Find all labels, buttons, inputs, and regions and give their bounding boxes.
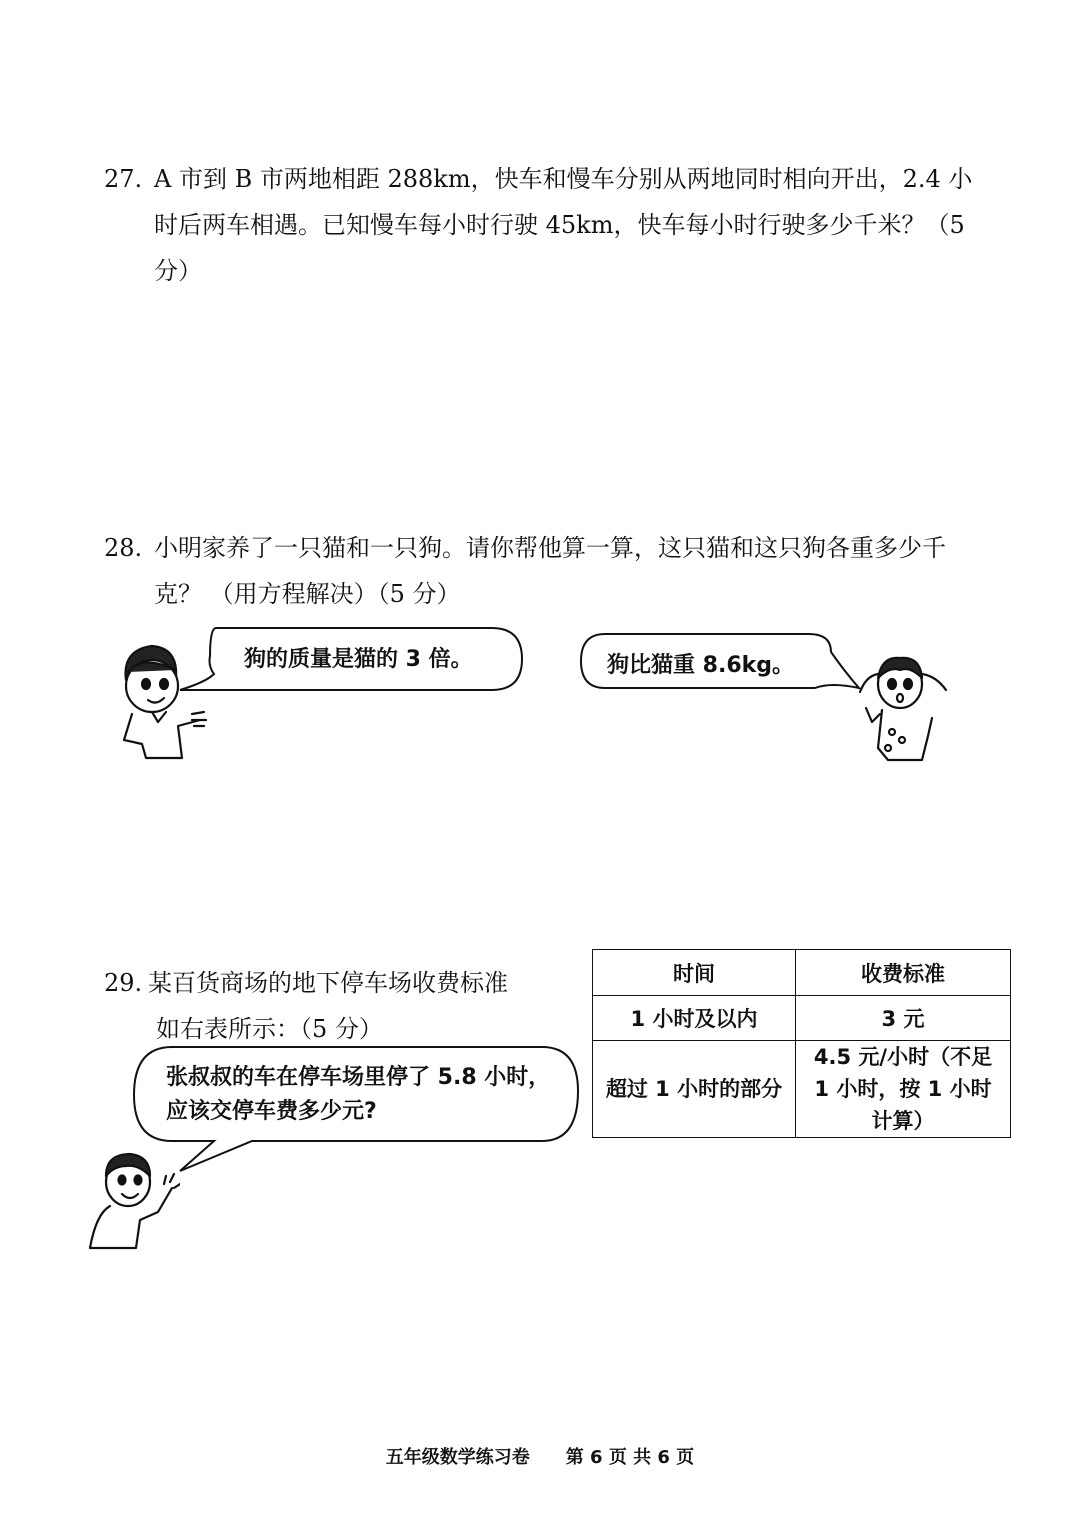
table-cell: 1 小时及以内 bbox=[593, 996, 796, 1041]
table-row bbox=[593, 1041, 1011, 1138]
question-text: 小明家养了一只猫和一只狗。请你帮他算一算，这只猫和这只狗各重多少千克？ （用方程解决）（5 分） bbox=[154, 534, 946, 608]
bubble-text: 狗的质量是猫的 3 倍。 bbox=[244, 647, 473, 672]
boy-waving-illustration bbox=[88, 1150, 180, 1250]
page-footer: 五年级数学练习卷 第 6 页 共 6 页 bbox=[385, 1447, 695, 1468]
question-number: 29. bbox=[104, 969, 143, 997]
table-cell: 4.5 元/小时（不足 1 小时，按 1 小时计算） bbox=[796, 1041, 1011, 1138]
question-29 bbox=[104, 960, 564, 1052]
question-line-2: 如右表所示：（5 分） bbox=[156, 1015, 383, 1043]
parking-fee-table bbox=[592, 949, 1011, 1138]
question-27 bbox=[104, 156, 984, 294]
table-header-time: 时间 bbox=[593, 950, 796, 996]
question-number: 28. bbox=[104, 534, 143, 562]
speech-bubble-boy bbox=[180, 626, 525, 692]
question-28 bbox=[104, 525, 984, 617]
question-text: A 市到 B 市两地相距 288km，快车和慢车分别从两地同时相向开出，2.4 小时后两车相遇。已知慢车每小时行驶 45km，快车每小时行驶多少千米？（5 分） bbox=[154, 165, 973, 285]
question-line-1: 某百货商场的地下停车场收费标准 bbox=[148, 969, 508, 997]
table-row bbox=[593, 996, 1011, 1041]
table-header-fee: 收费标准 bbox=[796, 950, 1011, 996]
speech-bubble-girl bbox=[579, 632, 861, 690]
speech-bubble-uncle bbox=[132, 1045, 582, 1171]
table-cell: 3 元 bbox=[796, 996, 1011, 1041]
bubble-text: 狗比猫重 8.6kg。 bbox=[607, 653, 795, 678]
question-number: 27. bbox=[104, 165, 143, 193]
table-cell: 超过 1 小时的部分 bbox=[593, 1041, 796, 1138]
bubble-text: 张叔叔的车在停车场里停了 5.8 小时，应该交停车费多少元? bbox=[166, 1065, 551, 1124]
girl-illustration bbox=[852, 648, 952, 763]
